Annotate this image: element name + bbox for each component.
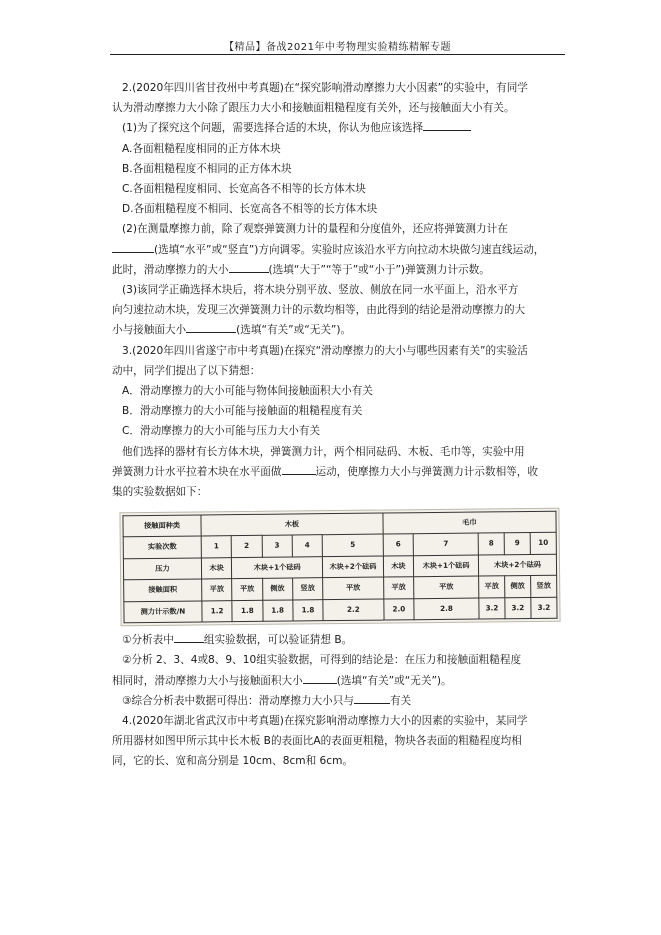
table-cell: 1 — [201, 536, 232, 558]
table-cell: 5 — [322, 535, 383, 557]
q3-analysis-2-line-2-end: (选填“有关”或“无关”)。 — [336, 674, 452, 687]
q2-part-1-text: (1)为了探究这个问题，需要选择合适的木块，你认为他应该选择 — [122, 122, 424, 135]
table-cell: 3.2 — [531, 597, 557, 619]
q2-intro-line-2: 认为滑动摩擦力大小除了跟压力大小和接触面粗糙程度有关外，还与接触面大小有关。 — [112, 102, 515, 115]
table-cell: 9 — [504, 533, 530, 555]
table-cell: 侧放 — [505, 576, 531, 598]
surface-towel: 毛巾 — [383, 512, 556, 535]
table-cell: 2.2 — [323, 599, 384, 621]
table-cell: 木块+1个砝码 — [413, 555, 478, 577]
q3-analysis-3 — [112, 691, 562, 711]
table-row — [124, 597, 557, 623]
q2-part-3-line-3-end: (选填“有关”或“无关”)。 — [236, 324, 352, 337]
table-cell: 平放 — [323, 577, 384, 599]
q3-intro-line-1: 3.(2020年四川省遂宁市中考真题)在探究“滑动摩擦力的大小与哪些因素有关”的实验活 — [122, 344, 528, 357]
table-cell: 8 — [478, 533, 504, 555]
table-cell: 7 — [413, 534, 478, 556]
q2-part-2-line-3-start: 此时，滑动摩擦力的大小 — [112, 263, 229, 276]
header-divider — [110, 54, 565, 55]
q3-analysis-2-line-1: ②分析 2、3、4或8、9、10组实验数据，可得到的结论是：在压力和接触面粗糙程度 — [122, 654, 522, 667]
q4-line-3: 同，它的长、宽和高分别是 10cm、8cm和 6cm。 — [112, 755, 354, 768]
q2-option-b: B.各面粗糙程度不相同的正方体木块 — [122, 162, 292, 175]
table-cell: 2.0 — [384, 599, 415, 621]
q3-analysis-2-line-2 — [112, 671, 562, 691]
q2-part-3-line-3 — [112, 320, 562, 340]
answer-blank[interactable] — [229, 260, 269, 273]
q3-paragraph-line-1: 他们选择的器材有长方体木块，弹簧测力计，两个相同砝码、木板、毛巾等，实验中用 — [122, 445, 525, 458]
table-cell: 1.8 — [262, 600, 293, 622]
q2-option-d: D.各面粗糙程度不相同、长宽高各不相等的长方体木块 — [122, 203, 378, 216]
q4-line-2: 所用器材如图甲所示其中长木板 B的表面比A的表面更粗糙，物块各表面的粗糙程度均相 — [112, 735, 522, 748]
table-cell: 平放 — [232, 579, 263, 601]
answer-blank[interactable] — [354, 691, 390, 704]
q3-guess-a: A．滑动摩擦力的大小可能与物体间接触面积大小有关 — [122, 385, 373, 398]
q2-part-2-line-2-text: (选填“水平”或“竖直”)方向调零。实验时应该沿水平方向拉动木块做匀速直线运动， — [154, 243, 545, 256]
answer-blank[interactable] — [303, 671, 337, 684]
q3-analysis-1-end: 组实验数据，可以验证猜想 B。 — [203, 634, 353, 647]
answer-blank[interactable] — [423, 118, 471, 131]
table-cell: 平放 — [202, 579, 233, 601]
table-cell: 侧放 — [262, 578, 293, 600]
table-cell: 3.2 — [479, 598, 505, 620]
q3-paragraph-line-2-end: 运动，使摩擦力大小与弹簧测力计示数相等，收 — [315, 465, 538, 478]
table-cell: 竖放 — [292, 578, 323, 600]
table-cell: 2 — [231, 536, 262, 558]
q2-part-1 — [112, 118, 562, 138]
experiment-data-table-photo — [119, 508, 560, 627]
q3-analysis-1-start: ①分析表中 — [122, 634, 174, 647]
table-cell: 木块 — [383, 556, 414, 578]
table-cell: 平放 — [383, 577, 414, 599]
answer-blank[interactable] — [174, 630, 204, 643]
q2-part-3-line-1: (3)该同学正确选择木块后，将木块分别平放、竖放、侧放在同一水平面上，沿水平方 — [122, 284, 519, 297]
table-cell: 1.8 — [232, 600, 263, 622]
experiment-data-table — [122, 511, 557, 624]
q2-part-2-line-3 — [112, 260, 562, 280]
table-cell: 木块+2个砝码 — [478, 554, 556, 576]
header-contact-area: 接触面积 — [124, 579, 202, 601]
table-cell: 10 — [530, 533, 556, 555]
table-cell: 1.2 — [202, 600, 233, 622]
q2-part-3-line-3-start: 小与接触面大小 — [112, 324, 187, 337]
q2-part-2-line-2 — [112, 240, 562, 260]
q2-part-3-line-2: 向匀速拉动木块，发现三次弹簧测力计的示数均相等，由此得到的结论是滑动摩擦力的大 — [112, 304, 526, 317]
q3-analysis-3-end: 有关 — [389, 694, 412, 707]
answer-blank[interactable] — [282, 462, 316, 475]
table-cell: 1.8 — [293, 600, 324, 622]
table-cell: 3 — [262, 536, 293, 558]
table-cell: 木块+2个砝码 — [323, 556, 384, 578]
q3-analysis-1 — [112, 630, 562, 650]
table-cell: 4 — [292, 535, 323, 557]
table-cell: 竖放 — [531, 576, 557, 598]
q2-part-2-line-1: (2)在测量摩擦力前，除了观察弹簧测力计的量程和分度值外，还应将弹簧测力计在 — [122, 223, 508, 236]
table-cell: 6 — [383, 534, 414, 556]
table-cell: 木块 — [201, 558, 232, 580]
table-cell: 平放 — [479, 576, 505, 598]
q2-option-a: A.各面粗糙程度相同的正方体木块 — [122, 142, 281, 155]
header-meter-reading: 测力计示数/N — [124, 601, 202, 623]
q2-intro-line-1: 2.(2020年四川省甘孜州中考真题)在“探究影响滑动摩擦力大小因素”的实验中，有同学 — [122, 82, 528, 94]
table-cell: 平放 — [414, 576, 479, 598]
document-body — [112, 78, 562, 772]
q3-paragraph-line-3: 集的实验数据如下： — [112, 486, 208, 499]
header-trial-number: 实验次数 — [123, 537, 201, 559]
q3-analysis-2-line-2-start: 相同时，滑动摩擦力大小与接触面积大小 — [112, 674, 303, 687]
header-surface-type: 接触面种类 — [123, 515, 201, 537]
q3-analysis-3-start: ③综合分析表中数据可得出：滑动摩擦力大小只与 — [122, 694, 354, 707]
table-cell: 3.2 — [505, 597, 531, 619]
page-header-title: 【精品】备战2021年中考物理实验精练精解专题 — [224, 42, 451, 53]
header-pressure: 压力 — [123, 558, 201, 580]
table-cell: 木块+1个砝码 — [232, 557, 323, 579]
q3-guess-b: B．滑动摩擦力的大小可能与接触面的粗糙程度有关 — [122, 405, 363, 418]
q3-paragraph-line-2 — [112, 462, 562, 482]
q2-part-2-line-3-end: (选填“大于”“等于”或“小于”)弹簧测力计示数。 — [268, 263, 490, 276]
q4-line-1: 4.(2020年湖北省武汉市中考真题)在探究影响滑动摩擦力大小的因素的实验中，某同学 — [122, 715, 528, 728]
q2-option-c: C.各面粗糙程度相同、长宽高各不相等的长方体木块 — [122, 183, 366, 196]
q3-guess-c: C．滑动摩擦力的大小可能与压力大小有关 — [122, 425, 321, 438]
surface-wood-board: 木板 — [201, 513, 383, 536]
answer-blank[interactable] — [112, 240, 154, 253]
table-cell: 2.8 — [414, 598, 479, 620]
q3-paragraph-line-2-start: 弹簧测力计水平拉着木块在水平面做 — [112, 465, 282, 478]
answer-blank[interactable] — [186, 320, 236, 333]
q3-intro-line-2: 动中，同学们提出了以下猜想： — [112, 364, 261, 377]
